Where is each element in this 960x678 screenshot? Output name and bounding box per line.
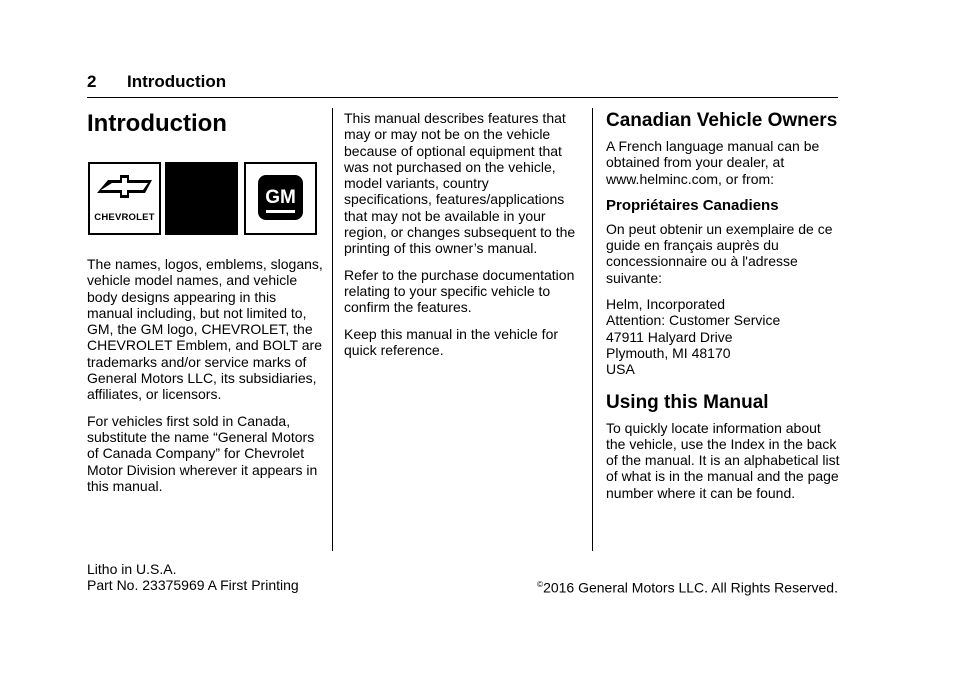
header-rule <box>87 97 838 98</box>
gm-logo <box>244 162 317 235</box>
copyright-symbol: © <box>537 580 544 589</box>
using-manual-heading: Using this Manual <box>606 391 769 413</box>
black-square-emblem <box>165 162 238 235</box>
copyright-text: 2016 General Motors LLC. All Rights Reserved. <box>543 579 838 596</box>
purchase-docs-paragraph: Refer to the purchase documentation relating to your specific vehicle to confirm the features. <box>344 266 575 316</box>
section-title: Introduction <box>127 72 227 91</box>
mailing-address <box>606 296 842 377</box>
address-line-4: Plymouth, MI 48170 <box>606 344 731 361</box>
address-line-2: Attention: Customer Service <box>606 312 781 329</box>
chevrolet-bowtie-icon <box>88 162 161 235</box>
column-1-body <box>87 256 323 504</box>
column-2 <box>344 110 576 368</box>
introduction-heading: Introduction <box>87 110 227 137</box>
page-number: 2 <box>87 72 97 91</box>
part-number: Part No. 23375969 A First Printing <box>87 577 299 593</box>
address-line-3: 47911 Halyard Drive <box>606 328 733 345</box>
keep-manual-paragraph: Keep this manual in the vehicle for quick reference. <box>344 325 559 358</box>
column-1 <box>87 110 322 138</box>
footer-right <box>537 577 838 596</box>
canada-name-paragraph: For vehicles first sold in Canada, substitute the name “General Motors of Canada Company” for Chevrolet Motor Division wherever it appears in this manual. <box>87 412 318 494</box>
column-divider-1 <box>332 108 333 551</box>
canadian-owners-heading: Canadian Vehicle Owners <box>606 110 838 131</box>
column-3 <box>606 110 842 511</box>
column-divider-2 <box>592 108 593 551</box>
canadian-owners-text: A French language manual can be obtained from your dealer, at www.helminc.com, or from: <box>606 138 820 187</box>
gm-emblem-icon <box>244 162 317 235</box>
trademark-paragraph: The names, logos, emblems, slogans, vehicle model names, and vehicle body designs appearing in this manual including, but not limited to, GM, the GM logo, CHEVROLET, the CHEVROLET Emblem, and BOLT are trademarks and/or service marks of General Motors LLC, its subsidiaries, affiliates, or licensors. <box>87 256 323 403</box>
gm-wordmark: GM <box>265 187 296 208</box>
using-manual-text: To quickly locate information about the vehicle, use the Index in the back of the manual. It is an alphabetical list of what is in the manual and the page number where it can be found. <box>606 419 840 501</box>
brand-logos <box>88 162 317 235</box>
chevrolet-wordmark: CHEVROLET <box>94 212 155 223</box>
chevrolet-logo <box>88 162 161 235</box>
address-line-1: Helm, Incorporated <box>606 296 726 313</box>
footer-left <box>87 561 299 593</box>
litho-text: Litho in U.S.A. <box>87 561 177 577</box>
page-header <box>87 72 226 92</box>
features-paragraph: This manual describes features that may or may not be on the vehicle because of optional equipment that was not purchased on the vehicle, model variants, country specifications, features/applications that may not be available in your region, or changes subsequent to the printing of this owner’s manual. <box>344 110 576 257</box>
proprietaires-heading: Propriétaires Canadiens <box>606 196 779 214</box>
proprietaires-text: On peut obtenir un exemplaire de ce guide en français auprès du concessionnaire ou à l'adresse suivante: <box>606 220 833 286</box>
address-line-5: USA <box>606 361 635 378</box>
